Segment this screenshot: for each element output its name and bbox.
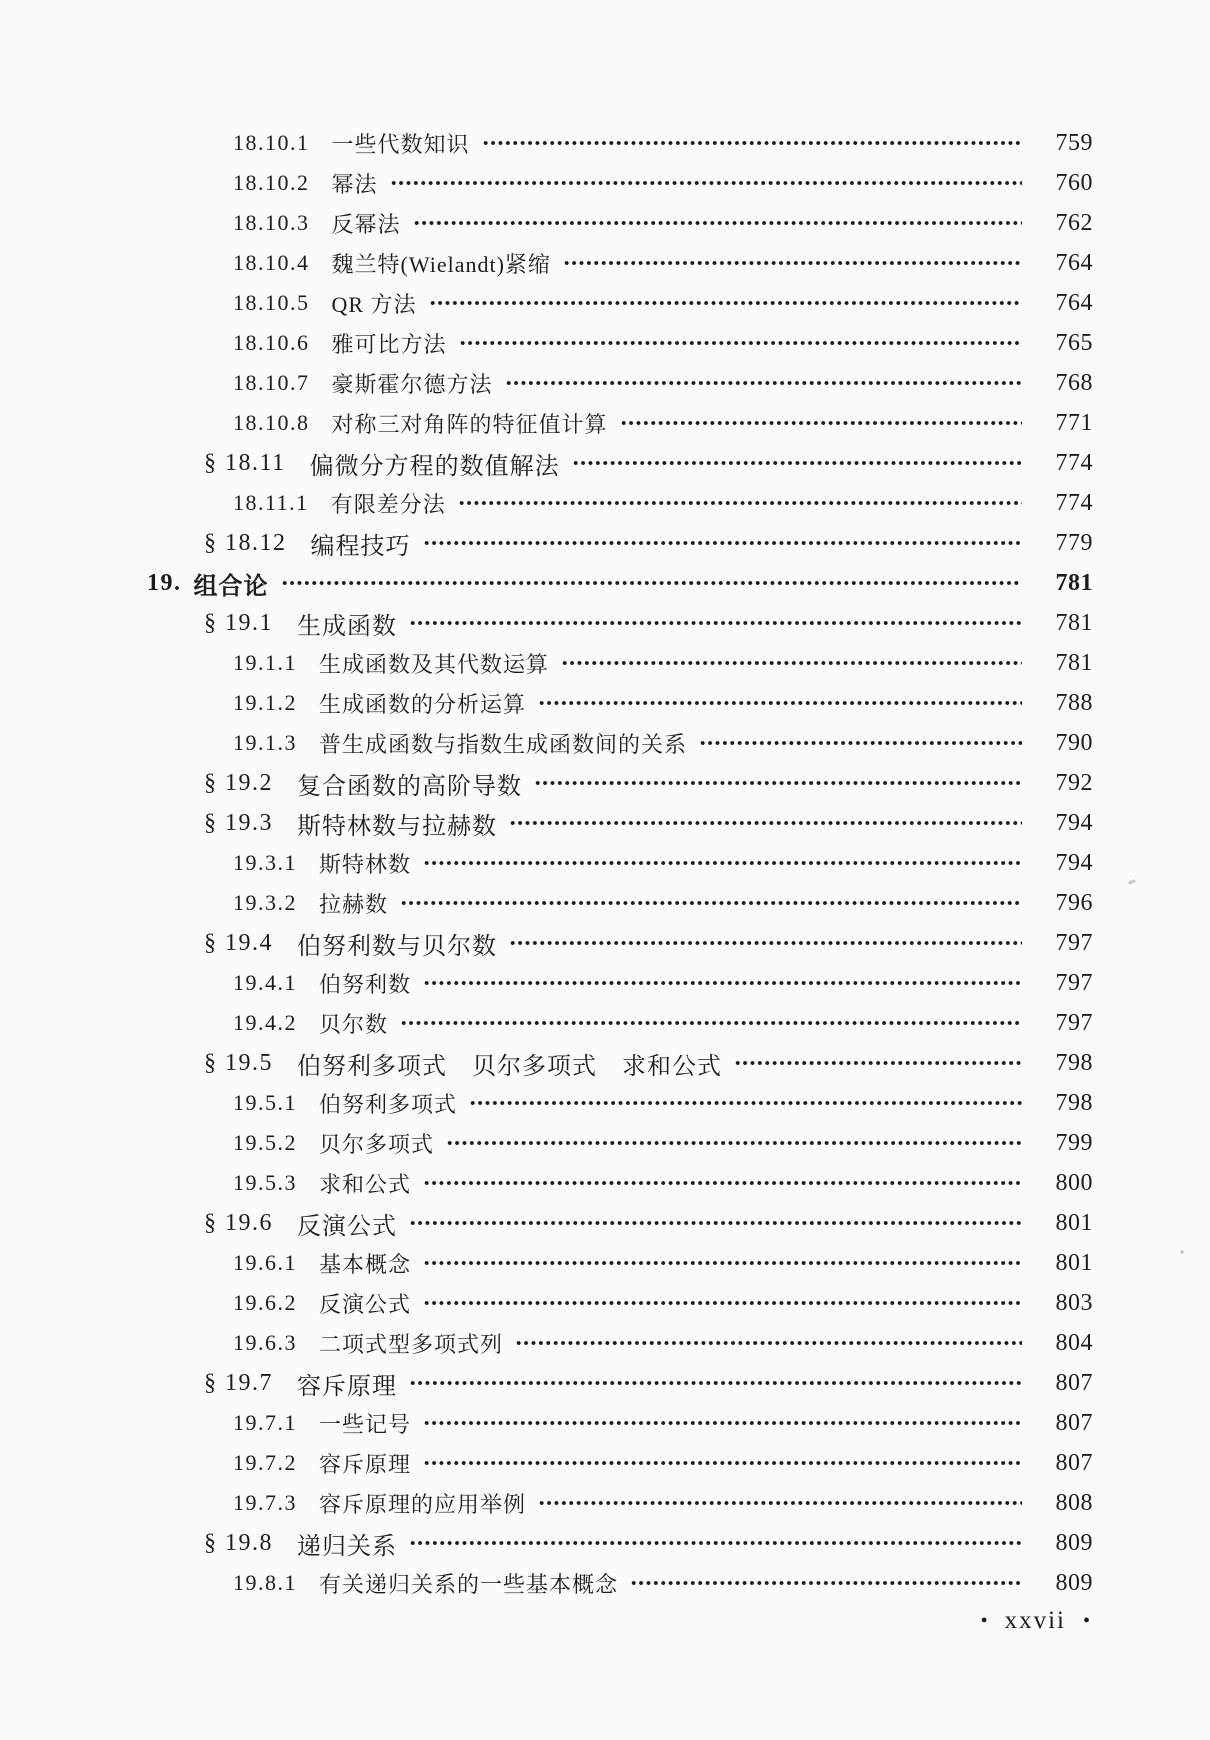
- dot-leader: [630, 1563, 1022, 1603]
- toc-entry-title: 求和公式: [319, 1171, 412, 1197]
- toc-entry-title: 反演公式: [319, 1291, 412, 1317]
- toc-row: [0, 243, 1093, 283]
- toc-entry-page: 797: [1055, 929, 1093, 956]
- toc-entry-title: 偏微分方程的数值解法: [309, 453, 560, 480]
- toc-row: [0, 1043, 1093, 1083]
- dot-leader: [409, 603, 1022, 643]
- toc-entry-number: 19.6.1: [233, 1250, 297, 1275]
- toc-entry-page: 774: [1055, 449, 1093, 476]
- toc-entry-title: 贝尔多项式: [319, 1131, 435, 1157]
- dot-leader: [538, 683, 1022, 723]
- toc-row: [0, 163, 1093, 203]
- toc-entry-number: 18.11.1: [233, 490, 309, 515]
- toc-entry-title: 生成函数: [297, 613, 397, 640]
- toc-entry-page: 764: [1055, 289, 1093, 316]
- toc-entry-number: 19.1.3: [233, 730, 297, 755]
- dot-leader: [446, 1123, 1022, 1163]
- toc-row: [0, 1363, 1093, 1403]
- toc-entry-number: 18.10.4: [233, 250, 310, 275]
- dot-leader: [409, 1203, 1022, 1243]
- toc-entry-number: § 19.5: [204, 1049, 273, 1076]
- toc-row: [0, 963, 1093, 1003]
- toc-entry-number: 19.5.1: [233, 1090, 297, 1115]
- scan-artifact: [1180, 1250, 1184, 1254]
- scan-artifact: [1128, 879, 1137, 885]
- toc-entry-page: 774: [1055, 489, 1093, 516]
- toc-row: [0, 1003, 1093, 1043]
- toc-entry-page: 801: [1055, 1249, 1093, 1276]
- toc-entry-title: 容斥原理的应用举例: [319, 1491, 527, 1517]
- toc-entry-title: 斯特林数与拉赫数: [297, 813, 497, 840]
- toc-entry-number: 19.1.1: [233, 650, 297, 675]
- dot-leader: [538, 1483, 1022, 1523]
- dot-leader: [423, 1443, 1022, 1483]
- toc-row: [0, 683, 1093, 723]
- dot-leader: [515, 1323, 1022, 1363]
- toc-entry-title: 幂法: [331, 171, 378, 197]
- dot-leader: [400, 1003, 1022, 1043]
- toc-entry-number: § 19.3: [204, 809, 273, 836]
- toc-entry-title: 伯努利多项式: [319, 1091, 458, 1117]
- toc-entry-title: 伯努利数与贝尔数: [297, 933, 497, 960]
- page-footer: [0, 1604, 1090, 1638]
- toc-entry-number: § 19.2: [204, 769, 273, 796]
- toc-row: [0, 763, 1093, 803]
- toc-row: [0, 1443, 1093, 1483]
- toc-entry-title: 有限差分法: [330, 491, 446, 517]
- toc-row: [0, 1083, 1093, 1123]
- toc-entry-page: 804: [1055, 1329, 1093, 1356]
- toc-entry-number: 19.1.2: [233, 690, 297, 715]
- dot-leader: [400, 883, 1022, 923]
- toc-entry-page: 781: [1055, 649, 1093, 676]
- toc-entry-page: 807: [1055, 1449, 1093, 1476]
- toc-entry-page: 807: [1055, 1369, 1093, 1396]
- dot-leader: [505, 363, 1022, 403]
- toc-row: [0, 1323, 1093, 1363]
- toc-entry-page: 759: [1055, 129, 1093, 156]
- footer-right-bullet-icon: •: [1082, 1610, 1090, 1632]
- toc-entry-title: 雅可比方法: [331, 331, 447, 357]
- toc-entry-page: 794: [1055, 849, 1093, 876]
- toc-entry-number: § 18.12: [204, 529, 287, 556]
- toc-row: [0, 1483, 1093, 1523]
- footer-page-number: xxvii: [1004, 1607, 1066, 1634]
- toc-row: [0, 603, 1093, 643]
- dot-leader: [699, 723, 1022, 763]
- toc-row: [0, 803, 1093, 843]
- toc-row: [0, 443, 1093, 483]
- toc-entry-title: 伯努利多项式 贝尔多项式 求和公式: [297, 1053, 722, 1080]
- toc-entry-page: 801: [1055, 1209, 1093, 1236]
- toc-row: [0, 1203, 1093, 1243]
- dot-leader: [429, 283, 1022, 323]
- toc-entry-title: 豪斯霍尔德方法: [331, 371, 493, 397]
- dot-leader: [469, 1083, 1022, 1123]
- toc-entry-page: 803: [1055, 1289, 1093, 1316]
- toc-entry-page: 792: [1055, 769, 1093, 796]
- toc-entry-page: 788: [1055, 689, 1093, 716]
- toc-entry-page: 800: [1055, 1169, 1093, 1196]
- toc-entry-title: 编程技巧: [310, 533, 411, 560]
- toc-entry-title: 容斥原理: [319, 1451, 412, 1477]
- dot-leader: [423, 1163, 1022, 1203]
- dot-leader: [423, 1403, 1022, 1443]
- toc-entry-page: 762: [1055, 209, 1093, 236]
- toc-entry-title: 反演公式: [297, 1213, 397, 1240]
- toc-entry-number: 19.5.3: [233, 1170, 297, 1195]
- dot-leader: [409, 1363, 1022, 1403]
- toc-entry-title: 魏兰特(Wielandt)紧缩: [331, 251, 551, 277]
- toc-row: [0, 1163, 1093, 1203]
- toc-entry-number: 19.7.3: [233, 1490, 297, 1515]
- dot-leader: [563, 243, 1022, 283]
- toc-entry-title: 斯特林数: [319, 851, 412, 877]
- toc-entry-page: 798: [1055, 1049, 1093, 1076]
- toc-entry-number: 19.: [147, 569, 182, 596]
- dot-leader: [390, 163, 1022, 203]
- toc-entry-page: 781: [1055, 569, 1093, 596]
- toc-entry-title: 贝尔数: [319, 1011, 389, 1037]
- dot-leader: [509, 923, 1022, 963]
- toc-entry-title: 生成函数及其代数运算: [319, 651, 550, 677]
- toc-entry-number: 18.10.2: [233, 170, 310, 195]
- toc-entry-number: § 19.8: [204, 1529, 273, 1556]
- toc-list: [0, 123, 1093, 1603]
- toc-entry-number: § 19.6: [204, 1209, 273, 1236]
- toc-entry-number: 18.10.7: [233, 370, 310, 395]
- toc-entry-title: 复合函数的高阶导数: [297, 773, 522, 800]
- toc-row: [0, 563, 1093, 603]
- dot-leader: [572, 443, 1022, 483]
- toc-entry-page: 796: [1055, 889, 1093, 916]
- toc-row: [0, 123, 1093, 163]
- toc-entry-page: 807: [1055, 1409, 1093, 1436]
- toc-entry-page: 765: [1055, 329, 1093, 356]
- dot-leader: [423, 843, 1022, 883]
- toc-entry-number: § 18.11: [204, 449, 286, 476]
- toc-entry-title: QR 方法: [331, 291, 417, 317]
- toc-entry-number: § 19.7: [204, 1369, 273, 1396]
- dot-leader: [423, 963, 1022, 1003]
- toc-entry-title: 基本概念: [319, 1251, 412, 1277]
- toc-row: [0, 1523, 1093, 1563]
- toc-entry-page: 797: [1055, 969, 1093, 996]
- toc-row: [0, 403, 1093, 443]
- toc-row: [0, 723, 1093, 763]
- dot-leader: [459, 323, 1022, 363]
- toc-entry-page: 790: [1055, 729, 1093, 756]
- toc-row: [0, 1403, 1093, 1443]
- toc-entry-number: 19.7.1: [233, 1410, 297, 1435]
- toc-entry-page: 779: [1055, 529, 1093, 556]
- toc-entry-number: 19.6.2: [233, 1290, 297, 1315]
- toc-entry-number: 19.3.2: [233, 890, 297, 915]
- toc-entry-page: 808: [1055, 1489, 1093, 1516]
- toc-entry-title: 反幂法: [331, 211, 401, 237]
- dot-leader: [409, 1523, 1022, 1563]
- toc-row: [0, 1123, 1093, 1163]
- toc-row: [0, 883, 1093, 923]
- dot-leader: [423, 1283, 1022, 1323]
- toc-entry-page: 781: [1055, 609, 1093, 636]
- toc-entry-number: 18.10.6: [233, 330, 310, 355]
- dot-leader: [482, 123, 1022, 163]
- toc-row: [0, 283, 1093, 323]
- toc-entry-title: 二项式型多项式列: [319, 1331, 504, 1357]
- toc-entry-page: 798: [1055, 1089, 1093, 1116]
- toc-row: [0, 843, 1093, 883]
- dot-leader: [620, 403, 1022, 443]
- dot-leader: [423, 1243, 1022, 1283]
- toc-entry-page: 809: [1055, 1529, 1093, 1556]
- toc-entry-page: 764: [1055, 249, 1093, 276]
- toc-row: [0, 643, 1093, 683]
- toc-row: [0, 523, 1093, 563]
- dot-leader: [509, 803, 1022, 843]
- toc-entry-number: 19.3.1: [233, 850, 297, 875]
- toc-entry-title: 有关递归关系的一些基本概念: [319, 1571, 619, 1597]
- toc-entry-page: 768: [1055, 369, 1093, 396]
- dot-leader: [423, 523, 1023, 563]
- toc-row: [0, 483, 1093, 523]
- toc-entry-number: § 19.1: [204, 609, 273, 636]
- toc-entry-page: 809: [1055, 1569, 1093, 1596]
- footer-left-bullet-icon: •: [980, 1610, 988, 1632]
- toc-entry-page: 794: [1055, 809, 1093, 836]
- toc-entry-number: 19.8.1: [233, 1570, 297, 1595]
- toc-entry-number: 19.6.3: [233, 1330, 297, 1355]
- toc-entry-number: 19.7.2: [233, 1450, 297, 1475]
- toc-row: [0, 203, 1093, 243]
- toc-entry-number: 18.10.8: [233, 410, 310, 435]
- toc-entry-title: 拉赫数: [319, 891, 389, 917]
- toc-entry-number: 19.4.2: [233, 1010, 297, 1035]
- toc-row: [0, 363, 1093, 403]
- toc-entry-title: 一些记号: [319, 1411, 412, 1437]
- toc-entry-number: § 19.4: [204, 929, 273, 956]
- toc-entry-title: 对称三对角阵的特征值计算: [331, 411, 608, 437]
- dot-leader: [281, 563, 1023, 603]
- toc-row: [0, 1563, 1093, 1603]
- toc-entry-page: 799: [1055, 1129, 1093, 1156]
- toc-entry-title: 伯努利数: [319, 971, 412, 997]
- dot-leader: [734, 1043, 1022, 1083]
- toc-row: [0, 1283, 1093, 1323]
- toc-entry-title: 一些代数知识: [331, 131, 470, 157]
- toc-entry-number: 19.4.1: [233, 970, 297, 995]
- toc-entry-number: 18.10.1: [233, 130, 310, 155]
- toc-entry-title: 容斥原理: [297, 1373, 397, 1400]
- dot-leader: [534, 763, 1022, 803]
- toc-entry-number: 18.10.3: [233, 210, 310, 235]
- toc-entry-title: 普生成函数与指数生成函数间的关系: [319, 731, 688, 757]
- toc-entry-title: 生成函数的分析运算: [319, 691, 527, 717]
- dot-leader: [413, 203, 1022, 243]
- toc-entry-title: 递归关系: [297, 1533, 397, 1560]
- toc-row: [0, 323, 1093, 363]
- toc-entry-page: 771: [1055, 409, 1093, 436]
- toc-entry-page: 760: [1055, 169, 1093, 196]
- toc-entry-page: 797: [1055, 1009, 1093, 1036]
- dot-leader: [458, 483, 1022, 523]
- toc-row: [0, 923, 1093, 963]
- toc-entry-number: 18.10.5: [233, 290, 310, 315]
- toc-entry-title: 组合论: [193, 573, 269, 600]
- toc-entry-number: 19.5.2: [233, 1130, 297, 1155]
- toc-row: [0, 1243, 1093, 1283]
- dot-leader: [561, 643, 1022, 683]
